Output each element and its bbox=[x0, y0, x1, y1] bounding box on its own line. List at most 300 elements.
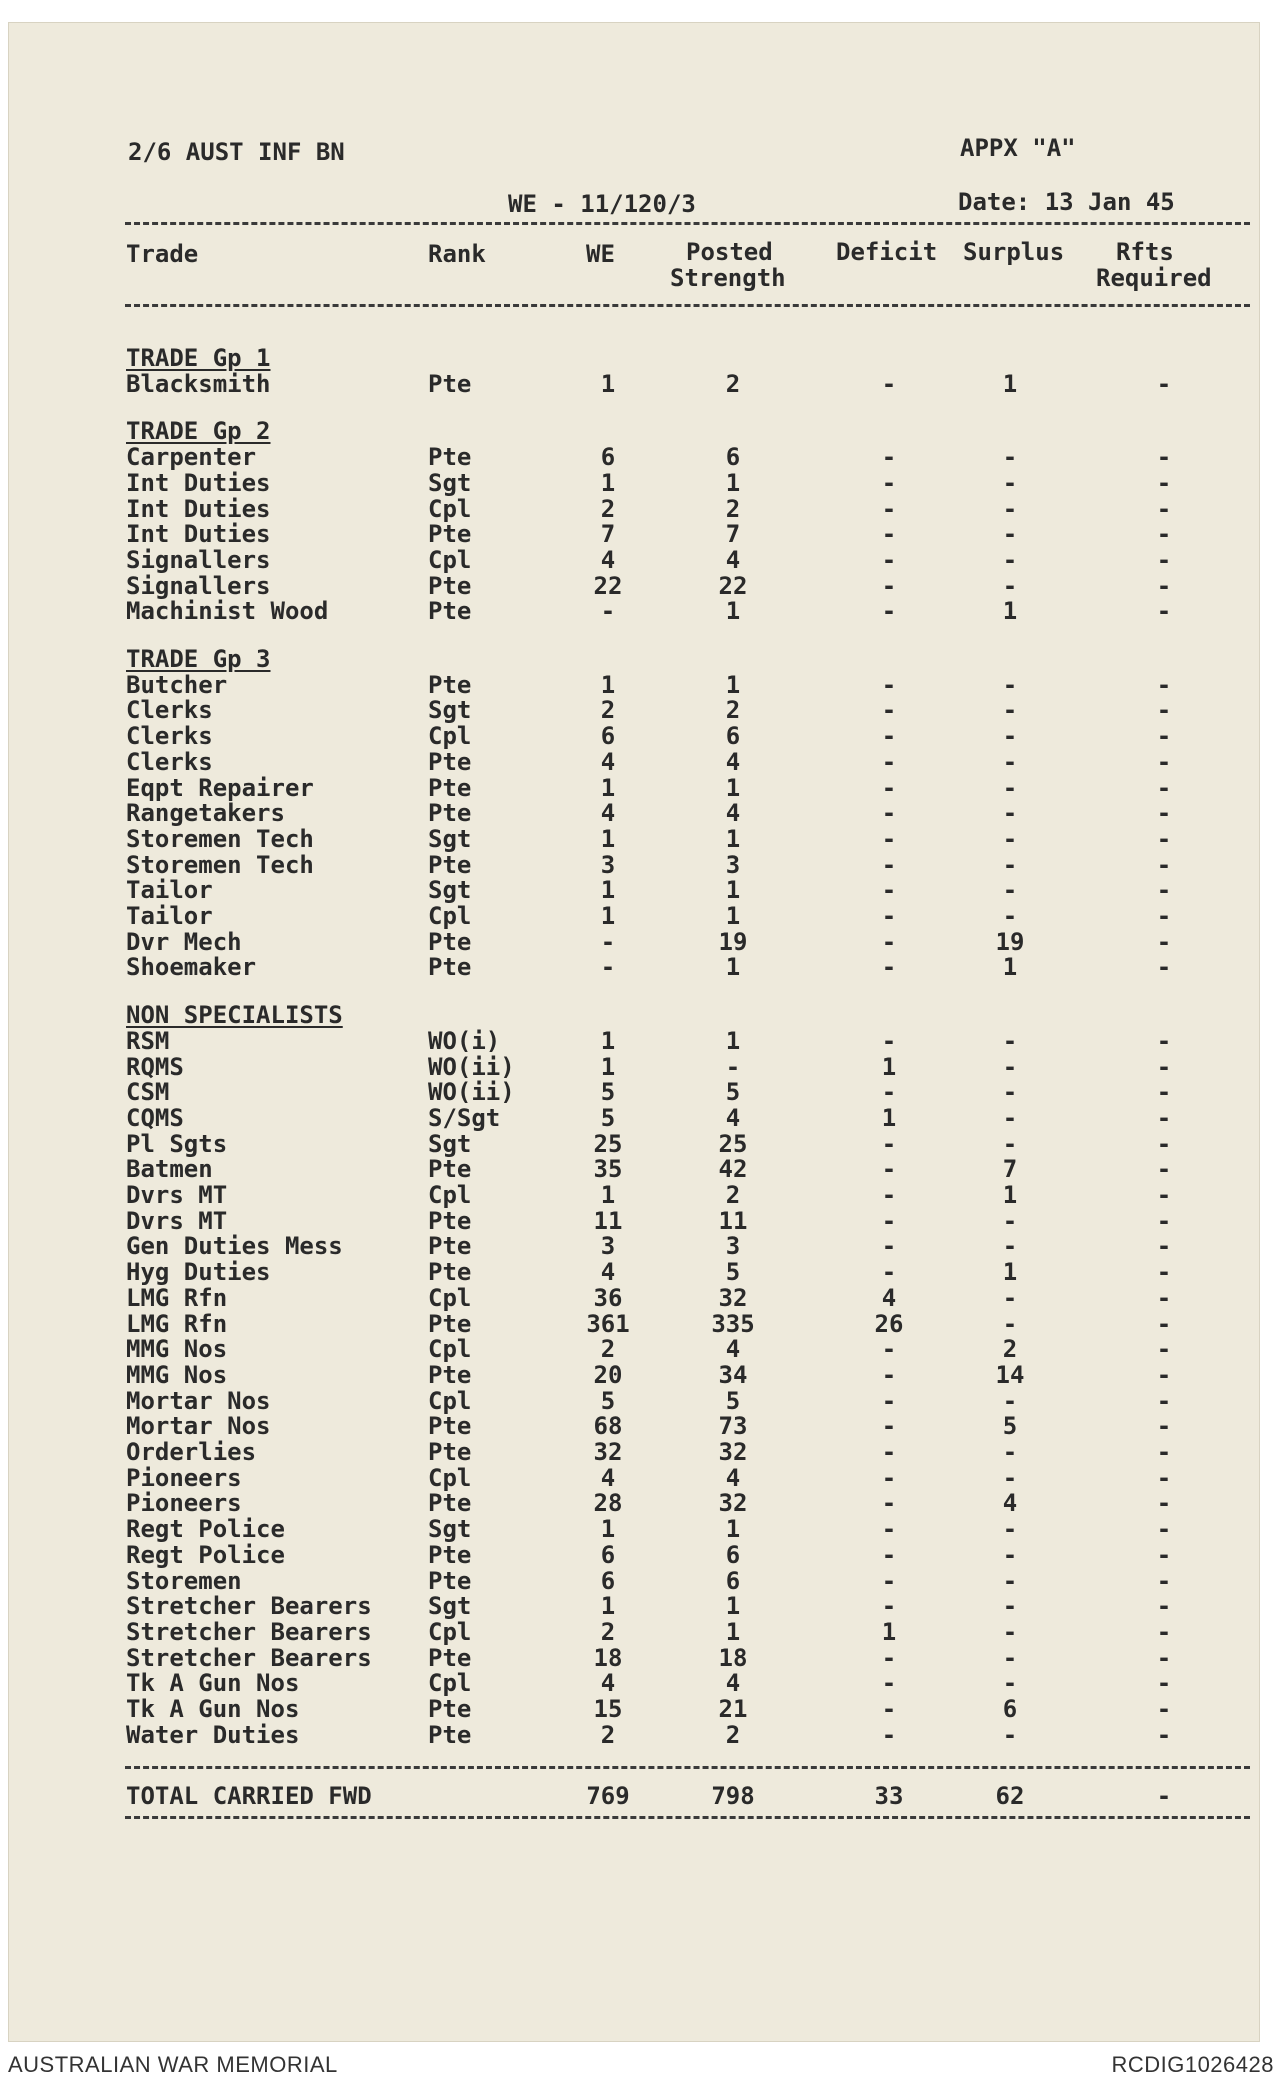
cell-we: 1 bbox=[600, 1026, 616, 1055]
cell-posted: 4 bbox=[725, 1335, 741, 1364]
cell-rank: Pte bbox=[428, 1489, 472, 1518]
cell-deficit: - bbox=[881, 1540, 897, 1569]
cell-we: 2 bbox=[600, 1617, 616, 1646]
cell-trade: Butcher bbox=[126, 670, 228, 699]
cell-posted: 335 bbox=[711, 1309, 755, 1338]
cell-deficit: - bbox=[881, 494, 897, 523]
cell-surplus: 1 bbox=[1002, 1258, 1018, 1287]
cell-trade: Orderlies bbox=[126, 1438, 257, 1466]
cell-surplus: - bbox=[1002, 1283, 1018, 1312]
cell-trade: Stretcher Bearers bbox=[126, 1592, 372, 1621]
table-row bbox=[8, 520, 1260, 549]
table-row bbox=[8, 546, 1260, 572]
cell-deficit: 1 bbox=[881, 1103, 897, 1132]
cell-surplus: - bbox=[1002, 670, 1018, 699]
cell-we: 4 bbox=[600, 747, 616, 776]
cell-surplus: - bbox=[1002, 1669, 1018, 1698]
table-row bbox=[8, 902, 1260, 928]
cell-we: - bbox=[600, 953, 616, 982]
group-title: TRADE Gp 1 bbox=[126, 344, 271, 372]
cell-rfts: - bbox=[1156, 1232, 1172, 1261]
cell-rank: Pte bbox=[428, 1695, 472, 1723]
cell-deficit: - bbox=[881, 696, 897, 725]
cell-we: - bbox=[600, 597, 616, 626]
cell-rfts: - bbox=[1156, 1489, 1172, 1518]
cell-deficit: - bbox=[881, 850, 897, 879]
cell-deficit: - bbox=[881, 369, 897, 398]
table-row bbox=[8, 1567, 1260, 1593]
cell-surplus: - bbox=[1002, 1438, 1018, 1466]
cell-rank: Cpl bbox=[428, 545, 472, 574]
cell-surplus: - bbox=[1002, 1206, 1018, 1235]
cell-posted: 3 bbox=[725, 850, 741, 879]
cell-posted: 32 bbox=[718, 1438, 748, 1466]
cell-deficit: - bbox=[881, 1078, 897, 1107]
cell-trade: Tk A Gun Nos bbox=[126, 1695, 300, 1723]
cell-deficit: - bbox=[881, 927, 897, 956]
cell-deficit: - bbox=[881, 571, 897, 600]
cell-rank: Pte bbox=[428, 1258, 472, 1287]
cell-rank: Sgt bbox=[428, 1515, 472, 1544]
cell-surplus: 1 bbox=[1002, 953, 1018, 982]
we-reference: WE - 11/120/3 bbox=[508, 190, 696, 218]
cell-deficit: - bbox=[881, 1206, 897, 1235]
cell-trade: RSM bbox=[126, 1026, 170, 1055]
table-row bbox=[8, 572, 1260, 598]
group-title: TRADE Gp 2 bbox=[126, 417, 271, 446]
table-row bbox=[8, 1310, 1260, 1336]
cell-posted: 19 bbox=[718, 927, 748, 956]
cell-rfts: - bbox=[1156, 722, 1172, 751]
cell-posted: 1 bbox=[725, 1515, 741, 1544]
cell-posted: 1 bbox=[725, 670, 741, 699]
cell-we: 11 bbox=[593, 1206, 623, 1235]
cell-rfts: - bbox=[1156, 670, 1172, 699]
group-title: TRADE Gp 3 bbox=[126, 645, 271, 673]
cell-rank: Cpl bbox=[428, 1283, 472, 1312]
cell-trade: MMG Nos bbox=[126, 1360, 228, 1389]
table-row bbox=[8, 1515, 1260, 1544]
table-row bbox=[8, 1027, 1260, 1053]
cell-trade: Clerks bbox=[126, 696, 213, 725]
cell-deficit: - bbox=[881, 1669, 897, 1698]
cell-trade: Storemen bbox=[126, 1566, 242, 1595]
cell-surplus: - bbox=[1002, 696, 1018, 725]
cell-posted: 22 bbox=[718, 571, 748, 600]
cell-trade: Int Duties bbox=[126, 494, 271, 523]
cell-trade: Mortar Nos bbox=[126, 1386, 271, 1415]
cell-trade: Shoemaker bbox=[126, 953, 257, 982]
cell-rfts: - bbox=[1156, 1283, 1172, 1312]
table-row bbox=[8, 953, 1260, 982]
cell-surplus: - bbox=[1002, 902, 1018, 930]
cell-posted: 4 bbox=[725, 545, 741, 574]
cell-rank: Pte bbox=[428, 799, 472, 828]
cell-rfts: - bbox=[1156, 1643, 1172, 1672]
table-row bbox=[8, 1412, 1260, 1441]
cell-deficit: - bbox=[881, 1720, 897, 1749]
cell-we: 6 bbox=[600, 443, 616, 472]
table-row bbox=[8, 876, 1260, 905]
table-row bbox=[8, 1335, 1260, 1364]
cell-rank: Cpl bbox=[428, 1181, 472, 1209]
cell-posted: 6 bbox=[725, 1540, 741, 1569]
cell-posted: 6 bbox=[725, 1566, 741, 1595]
cell-rank: Pte bbox=[428, 571, 472, 600]
cell-rfts: - bbox=[1156, 876, 1172, 905]
table-row bbox=[8, 1438, 1260, 1464]
cell-rfts: - bbox=[1156, 520, 1172, 549]
cell-rfts: - bbox=[1156, 1258, 1172, 1287]
table-row bbox=[8, 469, 1260, 495]
header-rule-top bbox=[125, 222, 1250, 225]
cell-deficit: - bbox=[881, 953, 897, 982]
table-row bbox=[8, 1181, 1260, 1207]
cell-deficit: - bbox=[881, 1335, 897, 1364]
cell-deficit: - bbox=[881, 1515, 897, 1544]
cell-rfts: - bbox=[1156, 927, 1172, 956]
cell-trade: Eqpt Repairer bbox=[126, 773, 314, 802]
cell-posted: 34 bbox=[718, 1360, 748, 1389]
cell-posted: 1 bbox=[725, 468, 741, 497]
cell-we: 5 bbox=[600, 1078, 616, 1107]
cell-rfts: - bbox=[1156, 1540, 1172, 1569]
cell-rank: Sgt bbox=[428, 824, 472, 853]
cell-posted: 4 bbox=[725, 1103, 741, 1132]
cell-deficit: - bbox=[881, 747, 897, 776]
cell-rfts: - bbox=[1156, 824, 1172, 853]
cell-rfts: - bbox=[1156, 545, 1172, 574]
cell-rank: Pte bbox=[428, 747, 472, 776]
cell-we: 2 bbox=[600, 1720, 616, 1749]
cell-surplus: - bbox=[1002, 1617, 1018, 1646]
total-label: TOTAL CARRIED FWD bbox=[126, 1782, 372, 1810]
cell-rfts: - bbox=[1156, 1669, 1172, 1698]
cell-we: 3 bbox=[600, 1232, 616, 1261]
cell-trade: CSM bbox=[126, 1078, 170, 1107]
cell-rfts: - bbox=[1156, 1695, 1172, 1723]
cell-rfts: - bbox=[1156, 1438, 1172, 1466]
cell-deficit: - bbox=[881, 1386, 897, 1415]
table-row bbox=[8, 1644, 1260, 1670]
cell-posted: 7 bbox=[725, 520, 741, 549]
cell-rank: Sgt bbox=[428, 1129, 472, 1158]
cell-surplus: 4 bbox=[1002, 1489, 1018, 1518]
table-row bbox=[8, 774, 1260, 800]
cell-rank: Pte bbox=[428, 1232, 472, 1261]
cell-rfts: - bbox=[1156, 1103, 1172, 1132]
cell-rfts: - bbox=[1156, 468, 1172, 497]
cell-rank: Pte bbox=[428, 670, 472, 699]
cell-rank: S/Sgt bbox=[428, 1103, 501, 1132]
cell-posted: 5 bbox=[725, 1078, 741, 1107]
cell-deficit: - bbox=[881, 1232, 897, 1261]
cell-posted: 4 bbox=[725, 799, 741, 828]
cell-surplus: 1 bbox=[1002, 369, 1018, 398]
table-row bbox=[8, 1155, 1260, 1184]
table-row bbox=[8, 1721, 1260, 1747]
cell-deficit: - bbox=[881, 545, 897, 574]
cell-rfts: - bbox=[1156, 696, 1172, 725]
cell-rank: Sgt bbox=[428, 696, 472, 725]
cell-rank: Pte bbox=[428, 773, 472, 802]
cell-surplus: - bbox=[1002, 468, 1018, 497]
cell-deficit: - bbox=[881, 1438, 897, 1466]
cell-rank: Pte bbox=[428, 1412, 472, 1441]
cell-deficit: - bbox=[881, 1412, 897, 1441]
header-rule-bottom bbox=[125, 304, 1250, 307]
cell-we: 4 bbox=[600, 1463, 616, 1492]
cell-rfts: - bbox=[1156, 1206, 1172, 1235]
table-row bbox=[8, 1361, 1260, 1387]
total-deficit: 33 bbox=[874, 1782, 904, 1810]
table-row bbox=[8, 1541, 1260, 1567]
cell-rfts: - bbox=[1156, 1309, 1172, 1338]
cell-trade: Regt Police bbox=[126, 1540, 285, 1569]
cell-rfts: - bbox=[1156, 902, 1172, 930]
cell-we: 1 bbox=[600, 670, 616, 699]
cell-rfts: - bbox=[1156, 369, 1172, 398]
cell-deficit: - bbox=[881, 1695, 897, 1723]
cell-posted: 32 bbox=[718, 1489, 748, 1518]
cell-posted: 6 bbox=[725, 722, 741, 751]
cell-surplus: - bbox=[1002, 1720, 1018, 1749]
cell-rank: Cpl bbox=[428, 1669, 472, 1698]
table-row bbox=[8, 1078, 1260, 1107]
total-we: 769 bbox=[586, 1782, 630, 1810]
cell-trade: Clerks bbox=[126, 722, 213, 751]
cell-trade: Pioneers bbox=[126, 1489, 242, 1518]
cell-rank: Pte bbox=[428, 1360, 472, 1389]
appendix-label: APPX "A" bbox=[960, 134, 1076, 162]
cell-posted: 18 bbox=[718, 1643, 748, 1672]
cell-posted: 32 bbox=[718, 1283, 748, 1312]
col-posted-1: Posted bbox=[686, 238, 773, 266]
cell-rank: Cpl bbox=[428, 1386, 472, 1415]
cell-trade: Batmen bbox=[126, 1155, 213, 1184]
table-row bbox=[8, 495, 1260, 521]
cell-posted: 2 bbox=[725, 1181, 741, 1209]
cell-surplus: - bbox=[1002, 824, 1018, 853]
cell-we: 4 bbox=[600, 1669, 616, 1698]
cell-rank: Pte bbox=[428, 1540, 472, 1569]
table-row bbox=[8, 1104, 1260, 1130]
cell-rfts: - bbox=[1156, 1335, 1172, 1364]
cell-surplus: - bbox=[1002, 1463, 1018, 1492]
cell-trade: Blacksmith bbox=[126, 369, 271, 398]
cell-rank: Pte bbox=[428, 597, 472, 626]
cell-trade: Signallers bbox=[126, 571, 271, 600]
cell-posted: 1 bbox=[725, 876, 741, 905]
cell-posted: 1 bbox=[725, 902, 741, 930]
cell-surplus: 5 bbox=[1002, 1412, 1018, 1441]
cell-surplus: - bbox=[1002, 520, 1018, 549]
cell-deficit: - bbox=[881, 1258, 897, 1287]
cell-we: 4 bbox=[600, 545, 616, 574]
cell-trade: Tailor bbox=[126, 902, 213, 930]
cell-trade: Carpenter bbox=[126, 443, 257, 472]
cell-rfts: - bbox=[1156, 799, 1172, 828]
cell-rank: WO(ii) bbox=[428, 1078, 515, 1107]
cell-rank: Pte bbox=[428, 1206, 472, 1235]
cell-deficit: - bbox=[881, 520, 897, 549]
cell-posted: 1 bbox=[725, 597, 741, 626]
cell-rfts: - bbox=[1156, 1566, 1172, 1595]
cell-deficit: - bbox=[881, 443, 897, 472]
cell-we: 6 bbox=[600, 1540, 616, 1569]
cell-posted: 2 bbox=[725, 1720, 741, 1749]
cell-rfts: - bbox=[1156, 1386, 1172, 1415]
cell-trade: Int Duties bbox=[126, 520, 271, 549]
cell-rank: Cpl bbox=[428, 1463, 472, 1492]
total-row bbox=[8, 1782, 1260, 1808]
col-rank: Rank bbox=[428, 240, 486, 268]
cell-rfts: - bbox=[1156, 747, 1172, 776]
cell-deficit: - bbox=[881, 902, 897, 930]
cell-surplus: - bbox=[1002, 494, 1018, 523]
cell-deficit: - bbox=[881, 1592, 897, 1621]
cell-surplus: 7 bbox=[1002, 1155, 1018, 1184]
cell-deficit: - bbox=[881, 1463, 897, 1492]
cell-we: 5 bbox=[600, 1103, 616, 1132]
cell-surplus: - bbox=[1002, 1103, 1018, 1132]
cell-posted: 5 bbox=[725, 1386, 741, 1415]
cell-we: 6 bbox=[600, 722, 616, 751]
cell-rfts: - bbox=[1156, 1592, 1172, 1621]
cell-deficit: 1 bbox=[881, 1052, 897, 1081]
table-row bbox=[8, 597, 1260, 626]
cell-deficit: - bbox=[881, 1566, 897, 1595]
cell-trade: Stretcher Bearers bbox=[126, 1617, 372, 1646]
cell-rank: Pte bbox=[428, 1566, 472, 1595]
cell-we: 1 bbox=[600, 876, 616, 905]
cell-we: 1 bbox=[600, 773, 616, 802]
cell-trade: Int Duties bbox=[126, 468, 271, 497]
cell-deficit: - bbox=[881, 1181, 897, 1209]
cell-rfts: - bbox=[1156, 1155, 1172, 1184]
cell-surplus: - bbox=[1002, 571, 1018, 600]
cell-rank: Pte bbox=[428, 850, 472, 879]
cell-rank: Sgt bbox=[428, 876, 472, 905]
cell-rfts: - bbox=[1156, 1617, 1172, 1646]
cell-rank: Pte bbox=[428, 1309, 472, 1338]
cell-rank: WO(i) bbox=[428, 1026, 501, 1055]
table-row bbox=[8, 370, 1260, 396]
table-row bbox=[8, 671, 1260, 697]
table-row bbox=[8, 1618, 1260, 1644]
cell-surplus: - bbox=[1002, 1232, 1018, 1261]
cell-surplus: 19 bbox=[995, 927, 1025, 956]
cell-rfts: - bbox=[1156, 571, 1172, 600]
table-row bbox=[8, 799, 1260, 828]
col-posted-2: Strength bbox=[670, 264, 786, 292]
cell-surplus: - bbox=[1002, 773, 1018, 802]
cell-trade: Water Duties bbox=[126, 1720, 300, 1749]
cell-we: - bbox=[600, 927, 616, 956]
cell-trade: Tailor bbox=[126, 876, 213, 905]
cell-rank: Pte bbox=[428, 369, 472, 398]
cell-we: 20 bbox=[593, 1360, 623, 1389]
cell-rfts: - bbox=[1156, 1412, 1172, 1441]
cell-we: 1 bbox=[600, 1181, 616, 1209]
cell-deficit: - bbox=[881, 824, 897, 853]
cell-deficit: - bbox=[881, 1155, 897, 1184]
cell-we: 35 bbox=[593, 1155, 623, 1184]
cell-deficit: 26 bbox=[874, 1309, 904, 1338]
cell-surplus: - bbox=[1002, 545, 1018, 574]
cell-we: 32 bbox=[593, 1438, 623, 1466]
cell-trade: Dvrs MT bbox=[126, 1206, 228, 1235]
table-row bbox=[8, 1592, 1260, 1621]
cell-posted: 3 bbox=[725, 1232, 741, 1261]
cell-rfts: - bbox=[1156, 773, 1172, 802]
cell-we: 1 bbox=[600, 1052, 616, 1081]
cell-posted: 42 bbox=[718, 1155, 748, 1184]
cell-trade: Signallers bbox=[126, 545, 271, 574]
cell-we: 68 bbox=[593, 1412, 623, 1441]
table-row bbox=[8, 443, 1260, 472]
cell-deficit: - bbox=[881, 1489, 897, 1518]
cell-surplus: 1 bbox=[1002, 597, 1018, 626]
cell-posted: - bbox=[725, 1052, 741, 1081]
table-row bbox=[8, 1258, 1260, 1287]
cell-trade: CQMS bbox=[126, 1103, 184, 1132]
cell-rfts: - bbox=[1156, 1181, 1172, 1209]
cell-rank: Sgt bbox=[428, 468, 472, 497]
table-row bbox=[8, 696, 1260, 725]
cell-surplus: - bbox=[1002, 1566, 1018, 1595]
col-rfts-1: Rfts bbox=[1116, 238, 1174, 266]
cell-trade: Clerks bbox=[126, 747, 213, 776]
cell-surplus: - bbox=[1002, 850, 1018, 879]
cell-rank: Pte bbox=[428, 1643, 472, 1672]
cell-we: 28 bbox=[593, 1489, 623, 1518]
cell-surplus: 6 bbox=[1002, 1695, 1018, 1723]
table-row bbox=[8, 1232, 1260, 1261]
cell-deficit: - bbox=[881, 1129, 897, 1158]
cell-posted: 6 bbox=[725, 443, 741, 472]
cell-surplus: - bbox=[1002, 876, 1018, 905]
cell-we: 22 bbox=[593, 571, 623, 600]
cell-posted: 1 bbox=[725, 1617, 741, 1646]
cell-rank: Cpl bbox=[428, 1335, 472, 1364]
col-rfts-2: Required bbox=[1096, 264, 1212, 292]
cell-trade: LMG Rfn bbox=[126, 1309, 228, 1338]
cell-trade: LMG Rfn bbox=[126, 1283, 228, 1312]
cell-we: 1 bbox=[600, 1592, 616, 1621]
col-trade: Trade bbox=[126, 240, 199, 268]
col-we: WE bbox=[586, 240, 615, 268]
cell-we: 25 bbox=[593, 1129, 623, 1158]
cell-rank: WO(ii) bbox=[428, 1052, 515, 1081]
cell-deficit: 1 bbox=[881, 1617, 897, 1646]
cell-rank: Pte bbox=[428, 953, 472, 982]
col-surplus: Surplus bbox=[963, 238, 1065, 266]
archive-credit: AUSTRALIAN WAR MEMORIAL bbox=[8, 2052, 338, 2077]
table-row bbox=[8, 1207, 1260, 1233]
cell-posted: 1 bbox=[725, 1592, 741, 1621]
cell-rfts: - bbox=[1156, 953, 1172, 982]
cell-trade: Pl Sgts bbox=[126, 1129, 228, 1158]
cell-rfts: - bbox=[1156, 850, 1172, 879]
cell-deficit: - bbox=[881, 670, 897, 699]
cell-trade: Machinist Wood bbox=[126, 597, 329, 626]
cell-trade: Storemen Tech bbox=[126, 824, 314, 853]
cell-surplus: - bbox=[1002, 799, 1018, 828]
cell-posted: 5 bbox=[725, 1258, 741, 1287]
cell-surplus: - bbox=[1002, 1026, 1018, 1055]
table-row bbox=[8, 722, 1260, 751]
